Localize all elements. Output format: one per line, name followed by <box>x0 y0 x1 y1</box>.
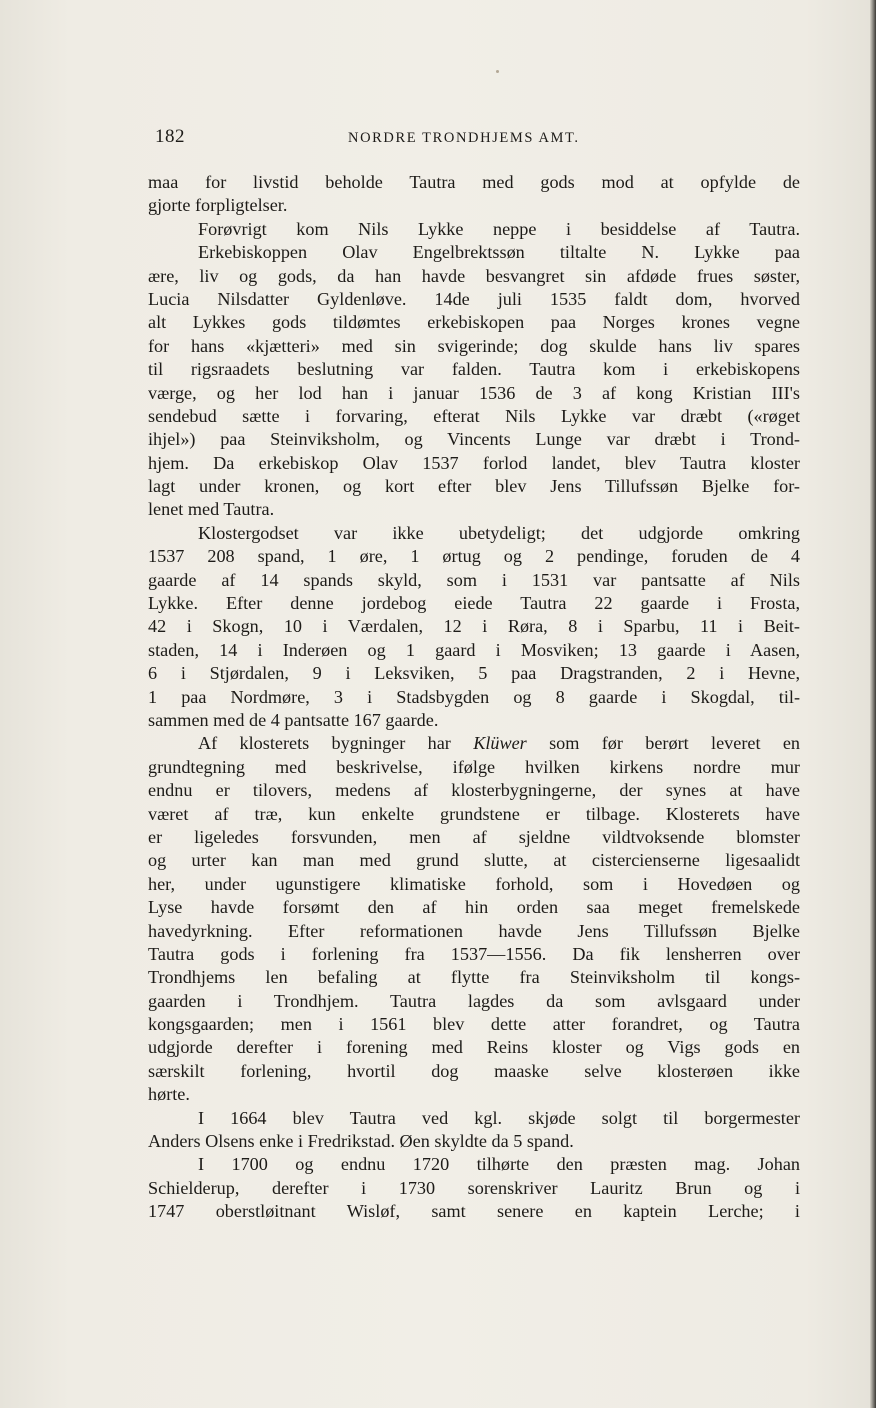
text-line: hjem. Da erkebiskop Olav 1537 forlod landet, blev Tautra kloster <box>148 452 800 473</box>
text-line: sendebud sætte i forvaring, efterat Nils Lykke var dræbt («røget <box>148 405 800 426</box>
italic-name: Klüwer <box>473 733 527 754</box>
text-line: 1747 oberstløitnant Wisløf, samt senere en kaptein Lerche; i <box>148 1201 800 1222</box>
text-line: I 1664 blev Tautra ved kgl. skjøde solgt til borgermester <box>198 1107 800 1128</box>
text-line: 42 i Skogn, 10 i Værdalen, 12 i Røra, 8 i Sparbu, 11 i Beit- <box>148 616 800 637</box>
text-line: værge, og her lod han i januar 1536 de 3 af kong Kristian III's <box>148 382 800 403</box>
text-line: alt Lykkes gods tildømtes erkebiskopen paa Norges krones vegne <box>148 312 800 333</box>
page-number: 182 <box>155 126 185 147</box>
text-line: Schielderup, derefter i 1730 sorenskriver Lauritz Brun og i <box>148 1177 800 1198</box>
text-line: ihjel») paa Steinviksholm, og Vincents Lunge var dræbt i Trond- <box>148 429 800 450</box>
text-line: for hans «kjætteri» med sin svigerinde; dog skulde hans liv spares <box>148 335 800 356</box>
text-line: til rigsraadets beslutning var falden. Tautra kom i erkebiskopens <box>148 359 800 380</box>
text-line: Trondhjems len befaling at flytte fra Steinviksholm til kongs- <box>148 967 800 988</box>
scan-edge <box>870 0 876 1408</box>
text-line: I 1700 og endnu 1720 tilhørte den præsten mag. Johan <box>198 1154 800 1175</box>
text-line: endnu er tilovers, medens af klosterbygningerne, der synes at have <box>148 780 800 801</box>
text-line: og urter kan man med grund slutte, at cistercienserne ligesaalidt <box>148 850 800 871</box>
text-line: ære, liv og gods, da han havde besvangret sin afdøde frues søster, <box>148 265 800 286</box>
text-line: gaarden i Trondhjem. Tautra lagdes da som avlsgaard under <box>148 990 800 1011</box>
text-line: udgjorde derefter i forening med Reins kloster og Vigs gods en <box>148 1037 800 1058</box>
text-line: Lyse havde forsømt den af hin orden saa meget fremelskede <box>148 897 800 918</box>
text-line: hørte. <box>148 1084 190 1105</box>
text-line: lagt under kronen, og kort efter blev Jens Tillufssøn Bjelke for- <box>148 476 800 497</box>
text-line: Klostergodset var ikke ubetydeligt; det udgjorde omkring <box>198 522 800 543</box>
text-line: Tautra gods i forlening fra 1537—1556. Da fik lensherren over <box>148 943 800 964</box>
text-line: er ligeledes forsvunden, men af sjeldne vildtvoksende blomster <box>148 826 800 847</box>
text-line: særskilt forlening, hvortil dog maaske selve klosterøen ikke <box>148 1060 800 1081</box>
text-line: grundtegning med beskrivelse, ifølge hvilken kirkens nordre mur <box>148 756 800 777</box>
text-line: Erkebiskoppen Olav Engelbrektssøn tiltalte N. Lykke paa <box>198 242 800 263</box>
text-line: havedyrkning. Efter reformationen havde Jens Tillufssøn Bjelke <box>148 920 800 941</box>
text-line: været af træ, kun enkelte grundstene er tilbage. Klosterets have <box>148 803 800 824</box>
text-line: maa for livstid beholde Tautra med gods mod at opfylde de <box>148 172 800 192</box>
text-line: her, under ugunstigere klimatiske forhold, som i Hovedøen og <box>148 873 800 894</box>
text-line: Lykke. Efter denne jordebog eiede Tautra 22 gaarde i Frosta, <box>148 593 800 614</box>
text-line: lenet med Tautra. <box>148 499 275 520</box>
text-line: 1 paa Nordmøre, 3 i Stadsbygden og 8 gaarde i Skogdal, til- <box>148 686 800 707</box>
page-header <box>150 126 800 150</box>
text-line: gjorte forpligtelser. <box>148 195 288 216</box>
text-line: gaarde af 14 spands skyld, som i 1531 var pantsatte af Nils <box>148 569 800 590</box>
text-line: sammen med de 4 pantsatte 167 gaarde. <box>148 709 439 730</box>
text-line: Anders Olsens enke i Fredrikstad. Øen skyldte da 5 spand. <box>148 1131 574 1152</box>
text-line: Forøvrigt kom Nils Lykke neppe i besiddelse af Tautra. <box>198 218 800 239</box>
text-line: Lucia Nilsdatter Gyldenløve. 14de juli 1535 faldt dom, hvorved <box>148 288 800 309</box>
text-line: staden, 14 i Inderøen og 1 gaard i Mosviken; 13 gaarde i Aasen, <box>148 639 800 660</box>
text-line: 6 i Stjørdalen, 9 i Leksviken, 5 paa Dragstranden, 2 i Hevne, <box>148 663 800 684</box>
paper-speck <box>496 70 499 73</box>
text-line: kongsgaarden; men i 1561 blev dette atter forandret, og Tautra <box>148 1014 800 1035</box>
text-line: Af klosterets bygninger har Klüwer som før berørt leveret en <box>198 733 800 754</box>
text-line: 1537 208 spand, 1 øre, 1 ørtug og 2 pendinge, foruden de 4 <box>148 546 800 567</box>
body-text <box>148 171 800 1224</box>
running-title: NORDRE TRONDHJEMS AMT. <box>348 130 580 146</box>
